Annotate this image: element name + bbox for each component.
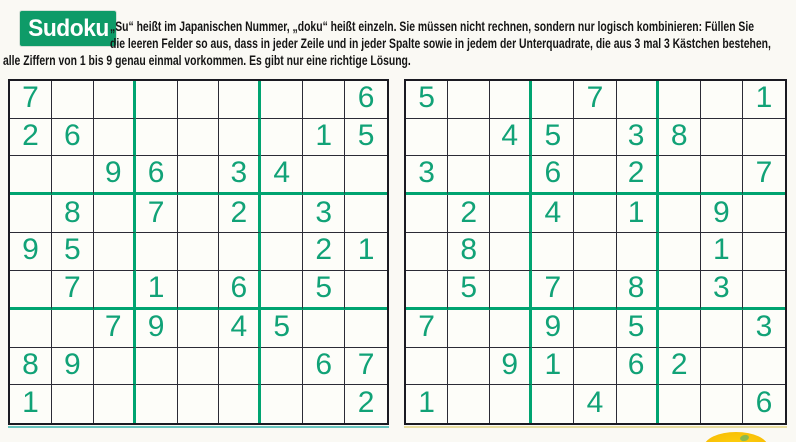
sudoku-cell[interactable] [303, 81, 345, 119]
sudoku-cell[interactable] [136, 81, 178, 119]
sudoku-cell[interactable] [701, 385, 743, 423]
sudoku-cell[interactable]: 5 [448, 271, 490, 310]
sudoku-cell[interactable] [219, 119, 261, 157]
sudoku-cell[interactable] [178, 119, 220, 157]
sudoku-cell[interactable] [490, 81, 532, 119]
sudoku-cell[interactable] [178, 156, 220, 195]
sudoku-cell[interactable] [345, 310, 387, 348]
sudoku-cell[interactable] [52, 385, 94, 423]
sudoku-cell[interactable]: 6 [303, 348, 345, 386]
sudoku-cell[interactable]: 8 [617, 271, 659, 310]
sudoku-cell[interactable]: 5 [617, 310, 659, 348]
sudoku-cell[interactable] [94, 385, 136, 423]
sudoku-cell[interactable] [10, 156, 52, 195]
sudoku-cell[interactable]: 3 [219, 156, 261, 195]
sudoku-cell[interactable] [406, 195, 448, 233]
sudoku-cell[interactable]: 7 [94, 310, 136, 348]
sudoku-cell[interactable]: 3 [303, 195, 345, 233]
sudoku-cell[interactable] [448, 156, 490, 195]
sudoku-cell[interactable] [490, 156, 532, 195]
sudoku-cell[interactable]: 6 [345, 81, 387, 119]
sudoku-cell[interactable] [617, 385, 659, 423]
sudoku-cell[interactable] [574, 119, 616, 157]
sudoku-cell[interactable]: 7 [574, 81, 616, 119]
sudoku-cell[interactable] [617, 81, 659, 119]
sudoku-cell[interactable]: 1 [303, 119, 345, 157]
sudoku-cell[interactable]: 1 [532, 348, 574, 386]
sudoku-cell[interactable] [219, 348, 261, 386]
sudoku-cell[interactable] [303, 310, 345, 348]
sudoku-cell[interactable]: 6 [219, 271, 261, 310]
sudoku-cell[interactable] [532, 233, 574, 271]
sudoku-cell[interactable] [490, 271, 532, 310]
sudoku-cell[interactable] [345, 271, 387, 310]
sudoku-cell[interactable] [617, 233, 659, 271]
sudoku-cell[interactable] [659, 156, 701, 195]
sudoku-cell[interactable]: 9 [490, 348, 532, 386]
sudoku-cell[interactable] [94, 271, 136, 310]
sudoku-cell[interactable] [261, 385, 303, 423]
sudoku-cell[interactable] [574, 348, 616, 386]
sudoku-cell[interactable]: 7 [532, 271, 574, 310]
sudoku-cell[interactable]: 4 [490, 119, 532, 157]
sudoku-cell[interactable]: 7 [345, 348, 387, 386]
sudoku-cell[interactable]: 1 [10, 385, 52, 423]
sudoku-cell[interactable] [574, 310, 616, 348]
sudoku-cell[interactable] [659, 385, 701, 423]
sudoku-cell[interactable]: 2 [303, 233, 345, 271]
sudoku-cell[interactable] [701, 348, 743, 386]
sudoku-cell[interactable]: 9 [136, 310, 178, 348]
sudoku-cell[interactable] [178, 271, 220, 310]
sudoku-cell[interactable] [448, 348, 490, 386]
sudoku-cell[interactable] [261, 195, 303, 233]
sudoku-cell[interactable] [659, 310, 701, 348]
sudoku-cell[interactable]: 1 [617, 195, 659, 233]
print-artifact-line [404, 426, 787, 428]
sudoku-cell[interactable]: 5 [345, 119, 387, 157]
sudoku-cell[interactable] [406, 271, 448, 310]
sudoku-cell[interactable]: 8 [52, 195, 94, 233]
sudoku-cell[interactable]: 9 [94, 156, 136, 195]
sudoku-cell[interactable]: 5 [406, 81, 448, 119]
sudoku-cell[interactable] [448, 385, 490, 423]
sudoku-cell[interactable] [406, 233, 448, 271]
sudoku-cell[interactable] [219, 385, 261, 423]
sudoku-cell[interactable] [94, 195, 136, 233]
sudoku-cell[interactable] [345, 156, 387, 195]
sudoku-cell[interactable] [490, 195, 532, 233]
sudoku-cell[interactable] [261, 348, 303, 386]
sudoku-cell[interactable] [743, 233, 785, 271]
sudoku-cell[interactable] [406, 119, 448, 157]
sudoku-cell[interactable] [743, 348, 785, 386]
sudoku-cell[interactable] [10, 310, 52, 348]
sudoku-cell[interactable] [743, 271, 785, 310]
sudoku-cell[interactable] [94, 233, 136, 271]
sudoku-cell[interactable] [219, 233, 261, 271]
sudoku-cell[interactable] [659, 233, 701, 271]
sudoku-cell[interactable] [94, 348, 136, 386]
sudoku-cell[interactable]: 7 [136, 195, 178, 233]
puzzle-title-box [20, 11, 116, 46]
sudoku-cell[interactable]: 4 [574, 385, 616, 423]
sudoku-cell[interactable]: 7 [406, 310, 448, 348]
sudoku-cell[interactable] [303, 156, 345, 195]
sudoku-cell[interactable]: 5 [303, 271, 345, 310]
sudoku-cell[interactable]: 6 [532, 156, 574, 195]
sudoku-cell[interactable]: 4 [261, 156, 303, 195]
sudoku-cell[interactable] [261, 271, 303, 310]
sudoku-cell[interactable] [532, 385, 574, 423]
sudoku-cell[interactable] [701, 156, 743, 195]
sudoku-cell[interactable] [136, 119, 178, 157]
sudoku-cell[interactable] [659, 81, 701, 119]
sudoku-cell[interactable] [490, 233, 532, 271]
sudoku-cell[interactable] [303, 385, 345, 423]
sudoku-cell[interactable]: 9 [10, 233, 52, 271]
sudoku-cell[interactable] [701, 119, 743, 157]
sudoku-cell[interactable]: 1 [743, 81, 785, 119]
page-title: Sudoku [27, 14, 109, 42]
sudoku-cell[interactable] [52, 156, 94, 195]
instructions-line-2: die leeren Felder so aus, dass in jeder Zeile und in jeder Spalte sowie in jedem der Unterquadrate, die aus 3 mal 3 Kästchen bestehen, [110, 36, 771, 51]
sudoku-cell[interactable] [10, 271, 52, 310]
sudoku-cell[interactable] [574, 195, 616, 233]
sudoku-cell[interactable] [94, 119, 136, 157]
yellow-badge [704, 432, 768, 442]
sudoku-cell[interactable]: 9 [52, 348, 94, 386]
sudoku-cell[interactable] [574, 271, 616, 310]
sudoku-cell[interactable]: 3 [701, 271, 743, 310]
sudoku-cell[interactable] [659, 271, 701, 310]
sudoku-cell[interactable]: 2 [10, 119, 52, 157]
sudoku-cell[interactable] [743, 195, 785, 233]
sudoku-cell[interactable]: 3 [743, 310, 785, 348]
sudoku-cell[interactable] [178, 348, 220, 386]
sudoku-cell[interactable]: 5 [532, 119, 574, 157]
sudoku-cell[interactable]: 4 [219, 310, 261, 348]
sudoku-cell[interactable] [178, 233, 220, 271]
sudoku-cell[interactable] [574, 156, 616, 195]
sudoku-cell[interactable]: 9 [701, 195, 743, 233]
sudoku-cell[interactable] [178, 385, 220, 423]
sudoku-cell[interactable] [345, 195, 387, 233]
sudoku-cell[interactable] [261, 233, 303, 271]
sudoku-cell[interactable] [10, 195, 52, 233]
sudoku-cell[interactable] [178, 195, 220, 233]
sudoku-cell[interactable] [743, 119, 785, 157]
sudoku-cell[interactable]: 7 [10, 81, 52, 119]
sudoku-cell[interactable]: 5 [261, 310, 303, 348]
sudoku-cell[interactable] [94, 81, 136, 119]
sudoku-cell[interactable] [136, 348, 178, 386]
sudoku-cell[interactable] [136, 385, 178, 423]
sudoku-cell[interactable] [52, 81, 94, 119]
sudoku-cell[interactable] [448, 310, 490, 348]
sudoku-cell[interactable] [448, 81, 490, 119]
sudoku-cell[interactable]: 7 [743, 156, 785, 195]
sudoku-cell[interactable]: 1 [136, 271, 178, 310]
sudoku-cell[interactable] [490, 310, 532, 348]
sudoku-cell[interactable]: 1 [345, 233, 387, 271]
sudoku-cell[interactable] [261, 119, 303, 157]
sudoku-cell[interactable]: 6 [617, 348, 659, 386]
sudoku-cell[interactable] [406, 348, 448, 386]
sudoku-cell[interactable] [448, 119, 490, 157]
sudoku-cell[interactable]: 2 [357, 386, 375, 420]
print-artifact-line [8, 426, 389, 428]
sudoku-cell[interactable]: 1 [406, 385, 448, 423]
sudoku-cell[interactable]: 6 [755, 386, 773, 420]
sudoku-cell[interactable] [52, 310, 94, 348]
sudoku-cell[interactable] [219, 81, 261, 119]
sudoku-cell[interactable]: 3 [406, 156, 448, 195]
sudoku-cell[interactable]: 1 [701, 233, 743, 271]
sudoku-cell[interactable]: 8 [659, 119, 701, 157]
sudoku-cell[interactable]: 2 [448, 195, 490, 233]
sudoku-cell[interactable] [490, 385, 532, 423]
sudoku-cell[interactable] [532, 81, 574, 119]
sudoku-cell[interactable] [178, 310, 220, 348]
sudoku-cell[interactable]: 2 [659, 348, 701, 386]
sudoku-cell[interactable]: 4 [532, 195, 574, 233]
sudoku-cell[interactable] [701, 310, 743, 348]
sudoku-cell[interactable]: 2 [219, 195, 261, 233]
sudoku-cell[interactable] [701, 81, 743, 119]
instructions-line-3: alle Ziffern von 1 bis 9 genau einmal vorkommen. Es gibt nur eine richtige Lösung. [3, 53, 411, 68]
sudoku-cell[interactable]: 2 [617, 156, 659, 195]
sudoku-cell[interactable]: 8 [448, 233, 490, 271]
sudoku-grid-left [8, 79, 389, 425]
sudoku-cell[interactable]: 8 [10, 348, 52, 386]
sudoku-grid-right [404, 79, 787, 425]
instructions-line-1: „Su“ heißt im Japanischen Nummer, „doku“ heißt einzeln. Sie müssen nicht rechnen, sondern nur logisch kombinieren: Füllen Sie [110, 19, 755, 34]
sudoku-cell[interactable] [136, 233, 178, 271]
sudoku-cell[interactable]: 6 [52, 119, 94, 157]
sudoku-cell[interactable] [261, 81, 303, 119]
sudoku-cell[interactable] [659, 195, 701, 233]
sudoku-cell[interactable]: 7 [52, 271, 94, 310]
sudoku-cell[interactable] [178, 81, 220, 119]
sudoku-cell[interactable]: 9 [532, 310, 574, 348]
sudoku-cell[interactable]: 3 [617, 119, 659, 157]
sudoku-cell[interactable] [574, 233, 616, 271]
sudoku-cell[interactable]: 5 [52, 233, 94, 271]
sudoku-cell[interactable]: 6 [136, 156, 178, 195]
